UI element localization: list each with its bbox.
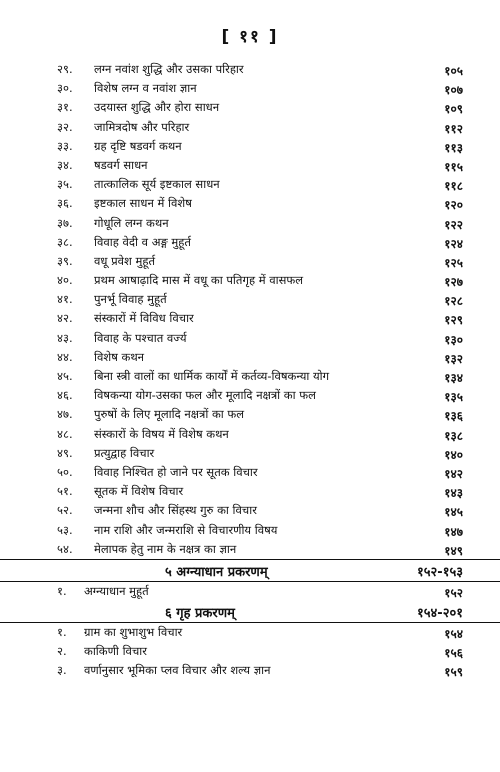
entry-number: ५४.	[57, 541, 73, 556]
entry-number: ३७.	[57, 215, 73, 230]
toc-entry	[0, 309, 500, 328]
page-marker: [ ११ ]	[221, 27, 279, 47]
toc-entry	[0, 118, 500, 137]
entry-number: ३२.	[57, 119, 73, 134]
section-page-range: १५४-२०१	[417, 606, 463, 622]
entry-number: २.	[57, 644, 67, 659]
entry-number: ४८.	[57, 426, 73, 441]
entry-page-number: १२८	[444, 294, 463, 309]
entry-page-number: १३२	[444, 351, 463, 366]
entry-page-number: १३०	[444, 332, 463, 347]
entry-page-number: १२०	[444, 198, 463, 213]
entry-title: वर्णानुसार भूमिका प्लव विचार और शल्य ज्ञान	[84, 663, 271, 678]
entry-page-number: १४२	[444, 466, 463, 481]
entry-title: ग्रह दृष्टि षडवर्ग कथन	[94, 138, 182, 153]
entry-number: २९.	[57, 62, 73, 76]
entry-page-number: १२५	[444, 255, 463, 270]
entry-page-number: १३६	[444, 409, 463, 424]
toc-entry	[0, 463, 500, 482]
entry-title: षडवर्ग साधन	[94, 157, 148, 172]
entry-number: ४४.	[57, 349, 73, 364]
section-heading	[0, 560, 500, 582]
toc-entry	[0, 367, 500, 386]
entry-number: ५१.	[57, 484, 73, 499]
entry-number: ३६.	[57, 196, 73, 211]
entry-number: ५०.	[57, 464, 73, 479]
entry-title: पुरुषों के लिए मूलादि नक्षत्रों का फल	[94, 407, 245, 422]
entry-number: १.	[57, 583, 67, 598]
toc-entry	[0, 661, 500, 680]
entry-number: ४३.	[57, 330, 73, 345]
entry-number: ४६.	[57, 388, 73, 403]
entry-number: ४२.	[57, 311, 73, 326]
entry-page-number: १५६	[444, 646, 463, 661]
toc-entry	[0, 214, 500, 233]
entry-number: ३९.	[57, 253, 73, 268]
entry-title: संस्कारों में विविध विचार	[94, 311, 194, 326]
entry-page-number: १२४	[444, 236, 463, 251]
entry-title: लग्न नवांश शुद्धि और उसका परिहार	[94, 62, 244, 76]
entry-page-number: १४०	[444, 447, 463, 462]
entry-number: ४१.	[57, 292, 73, 307]
toc-entry	[0, 175, 500, 194]
entry-number: ५२.	[57, 503, 73, 518]
entry-title: तात्कालिक सूर्य इष्टकाल साधन	[94, 177, 220, 192]
toc-entry	[0, 425, 500, 444]
entry-title: नाम राशि और जन्मराशि से विचारणीय विषय	[94, 522, 278, 537]
entry-title: सूतक में विशेष विचार	[94, 484, 184, 499]
entry-title: प्रत्युद्वाह विचार	[94, 445, 155, 460]
toc-entry	[0, 60, 500, 79]
entry-title: विशेष लग्न व नवांश ज्ञान	[94, 81, 197, 96]
table-of-contents	[0, 60, 500, 681]
entry-title: प्रथम आषाढ़ादि मास में वधू का पतिगृह में वासफल	[94, 273, 304, 288]
entry-title: विषकन्या योग-उसका फल और मूलादि नक्षत्रों का फल	[94, 388, 316, 403]
toc-entry	[0, 194, 500, 213]
toc-entry	[0, 582, 500, 601]
entry-page-number: १४७	[444, 524, 463, 539]
entry-page-number: १०७	[444, 83, 463, 98]
entry-number: ३४.	[57, 157, 73, 172]
entry-page-number: १५२	[444, 585, 463, 600]
toc-entry	[0, 233, 500, 252]
toc-entry	[0, 98, 500, 117]
entry-page-number: १४९	[444, 543, 463, 558]
section-title: ५ अग्न्याधान प्रकरणम्	[165, 564, 268, 580]
toc-entry	[0, 271, 500, 290]
entry-title: अग्न्याधान मुहूर्त	[84, 583, 149, 598]
toc-entry	[0, 137, 500, 156]
entry-page-number: १३५	[444, 390, 463, 405]
toc-entry	[0, 156, 500, 175]
toc-entry	[0, 290, 500, 309]
entry-title: काकिणी विचार	[84, 644, 147, 659]
entry-title: पुनर्भू विवाह मुहूर्त	[94, 292, 167, 307]
entry-page-number: ११३	[444, 140, 463, 155]
entry-page-number: १२९	[444, 313, 463, 328]
entry-number: ३८.	[57, 234, 73, 249]
toc-entry	[0, 79, 500, 98]
toc-entry	[0, 329, 500, 348]
toc-entry	[0, 252, 500, 271]
toc-entry	[0, 405, 500, 424]
entry-number: ५३.	[57, 522, 73, 537]
entry-number: ४९.	[57, 445, 73, 460]
entry-title: विवाह वेदी व अङ्ग मुहूर्त	[94, 234, 191, 249]
entry-page-number: १२२	[444, 217, 463, 232]
entry-page-number: १०५	[444, 64, 463, 78]
entry-title: बिना स्त्री वालों का धार्मिक कार्यों में कर्तव्य-विषकन्या योग	[94, 369, 330, 383]
toc-entry	[0, 521, 500, 540]
entry-number: १.	[57, 625, 67, 640]
entry-title: जामित्रदोष और परिहार	[94, 119, 190, 134]
toc-entry	[0, 482, 500, 501]
entry-number: ४७.	[57, 407, 73, 422]
toc-entry	[0, 348, 500, 367]
entry-page-number: ११५	[444, 159, 463, 174]
toc-entry	[0, 642, 500, 661]
entry-title: मेलापक हेतु नाम के नक्षत्र का ज्ञान	[94, 541, 237, 556]
section-page-range: १५२-१५३	[417, 564, 463, 580]
entry-number: ३१.	[57, 100, 73, 115]
toc-entry	[0, 540, 500, 559]
entry-page-number: १४५	[444, 505, 463, 520]
entry-page-number: १०९	[444, 102, 463, 117]
entry-number: ३३.	[57, 138, 73, 153]
entry-title: विवाह के पश्चात वर्ज्य	[94, 330, 187, 345]
section-title: ६ गृह प्रकरणम्	[165, 606, 235, 622]
entry-page-number: १४३	[444, 486, 463, 501]
entry-title: गोधूलि लग्न कथन	[94, 215, 169, 230]
entry-number: ३५.	[57, 177, 73, 192]
entry-page-number: ११८	[444, 179, 463, 194]
entry-title: जन्मना शौच और सिंहस्थ गुरु का विचार	[94, 503, 257, 518]
entry-title: विवाह निश्चित हो जाने पर सूतक विचार	[94, 464, 258, 479]
entry-title: संस्कारों के विषय में विशेष कथन	[94, 426, 229, 441]
entry-number: ४५.	[57, 369, 73, 383]
entry-page-number: १३४	[444, 371, 463, 385]
entry-number: ३.	[57, 663, 67, 678]
entry-page-number: १५४	[444, 627, 463, 642]
section-heading	[0, 601, 500, 623]
entry-title: वधू प्रवेश मुहूर्त	[94, 253, 156, 268]
entry-page-number: १३८	[444, 428, 463, 443]
entry-title: इष्टकाल साधन में विशेष	[94, 196, 192, 211]
entry-page-number: १२७	[444, 275, 463, 290]
toc-entry	[0, 386, 500, 405]
entry-number: ४०.	[57, 273, 73, 288]
toc-entry	[0, 623, 500, 642]
entry-page-number: ११२	[444, 121, 463, 136]
entry-number: ३०.	[57, 81, 73, 96]
entry-page-number: १५९	[444, 665, 463, 680]
entry-title: उदयास्त शुद्धि और होरा साधन	[94, 100, 220, 115]
toc-entry	[0, 501, 500, 520]
entry-title: ग्राम का शुभाशुभ विचार	[84, 625, 183, 640]
toc-entry	[0, 444, 500, 463]
entry-title: विशेष कथन	[94, 349, 145, 364]
